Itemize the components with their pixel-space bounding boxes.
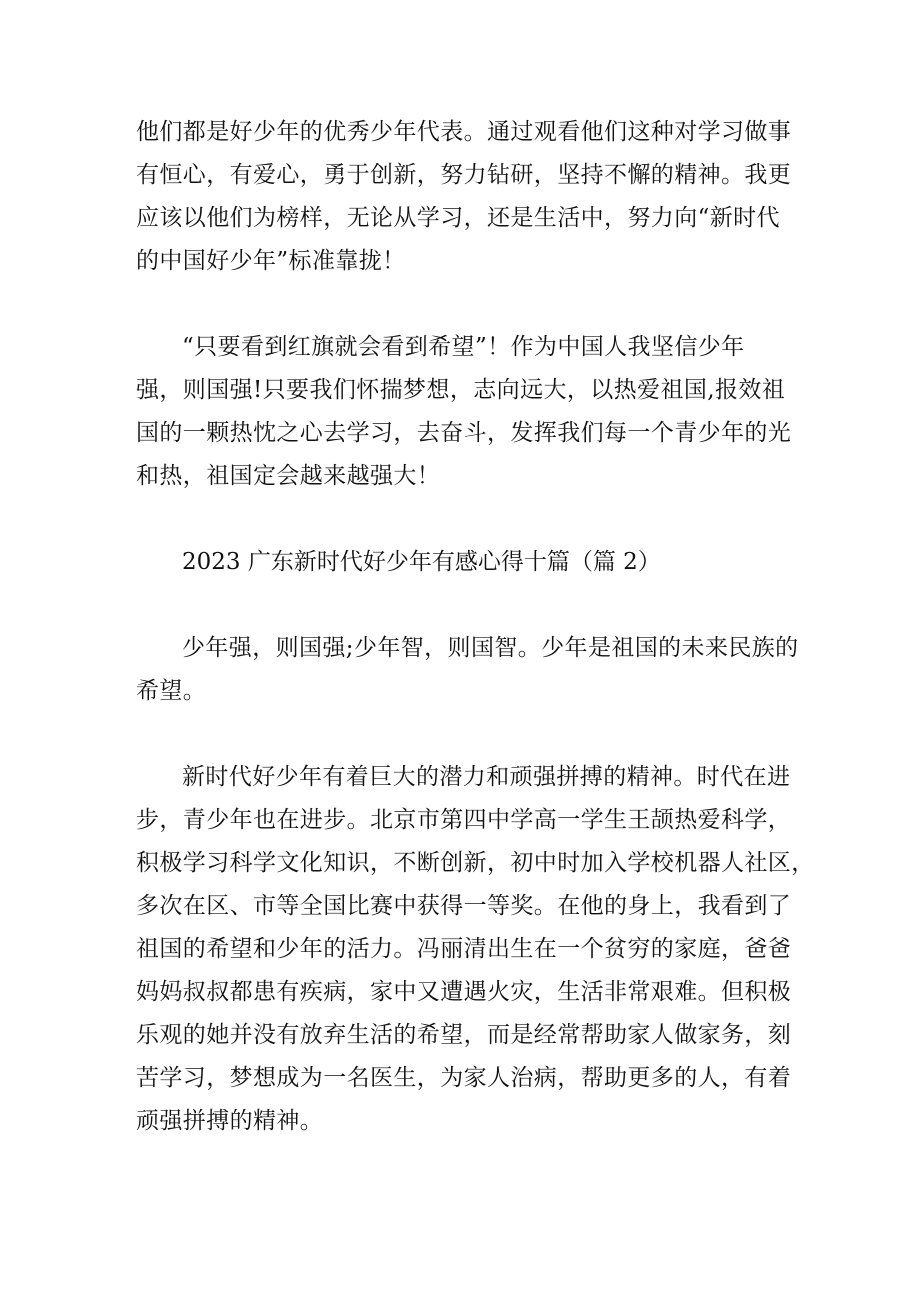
paragraph-line: 国的一颗热忱之心去学习，去奋斗，发挥我们每一个青少年的光 bbox=[136, 420, 792, 446]
paragraph-line: 妈妈叔叔都患有疾病，家中又遭遇火灾，生活非常艰难。但积极 bbox=[136, 979, 792, 1005]
paragraph-line: 祖国的希望和少年的活力。冯丽清出生在一个贫穷的家庭，爸爸 bbox=[136, 936, 792, 962]
paragraph-line: 苦学习，梦想成为一名医生，为家人治病，帮助更多的人，有着 bbox=[136, 1065, 792, 1091]
paragraph-line: 的中国好少年”标准靠拢！ bbox=[136, 248, 406, 274]
paragraph-line: 强，则国强!只要我们怀揣梦想，志向远大，以热爱祖国,报效祖 bbox=[136, 377, 786, 403]
paragraph-line: 和热，祖国定会越来越强大！ bbox=[136, 463, 441, 489]
section-title: 2023 广东新时代好少年有感心得十篇（篇 2） bbox=[182, 549, 661, 575]
paragraph-line: 应该以他们为榜样，无论从学习，还是生活中，努力向“新时代 bbox=[136, 205, 780, 231]
paragraph-line: 希望。 bbox=[136, 678, 207, 704]
paragraph-line: 多次在区、市等全国比赛中获得一等奖。在他的身上，我看到了 bbox=[136, 893, 792, 919]
paragraph-line: 积极学习科学文化知识，不断创新，初中时加入学校机器人社区， bbox=[136, 850, 815, 876]
paragraph-line: 顽强拼搏的精神。 bbox=[136, 1108, 324, 1134]
paragraph-line: 他们都是好少年的优秀少年代表。通过观看他们这种对学习做事 bbox=[136, 119, 792, 145]
paragraph-line: 乐观的她并没有放弃生活的希望，而是经常帮助家人做家务，刻 bbox=[136, 1022, 792, 1048]
paragraph-line: 步，青少年也在进步。北京市第四中学高一学生王颉热爱科学， bbox=[136, 807, 792, 833]
paragraph-line: 少年强，则国强;少年智，则国智。少年是祖国的未来民族的 bbox=[182, 635, 799, 661]
paragraph-line: 有恒心，有爱心，勇于创新，努力钻研，坚持不懈的精神。我更 bbox=[136, 162, 792, 188]
paragraph-line: “只要看到红旗就会看到希望”！作为中国人我坚信少年 bbox=[182, 334, 745, 360]
paragraph-line: 新时代好少年有着巨大的潜力和顽强拼搏的精神。时代在进 bbox=[182, 764, 791, 790]
